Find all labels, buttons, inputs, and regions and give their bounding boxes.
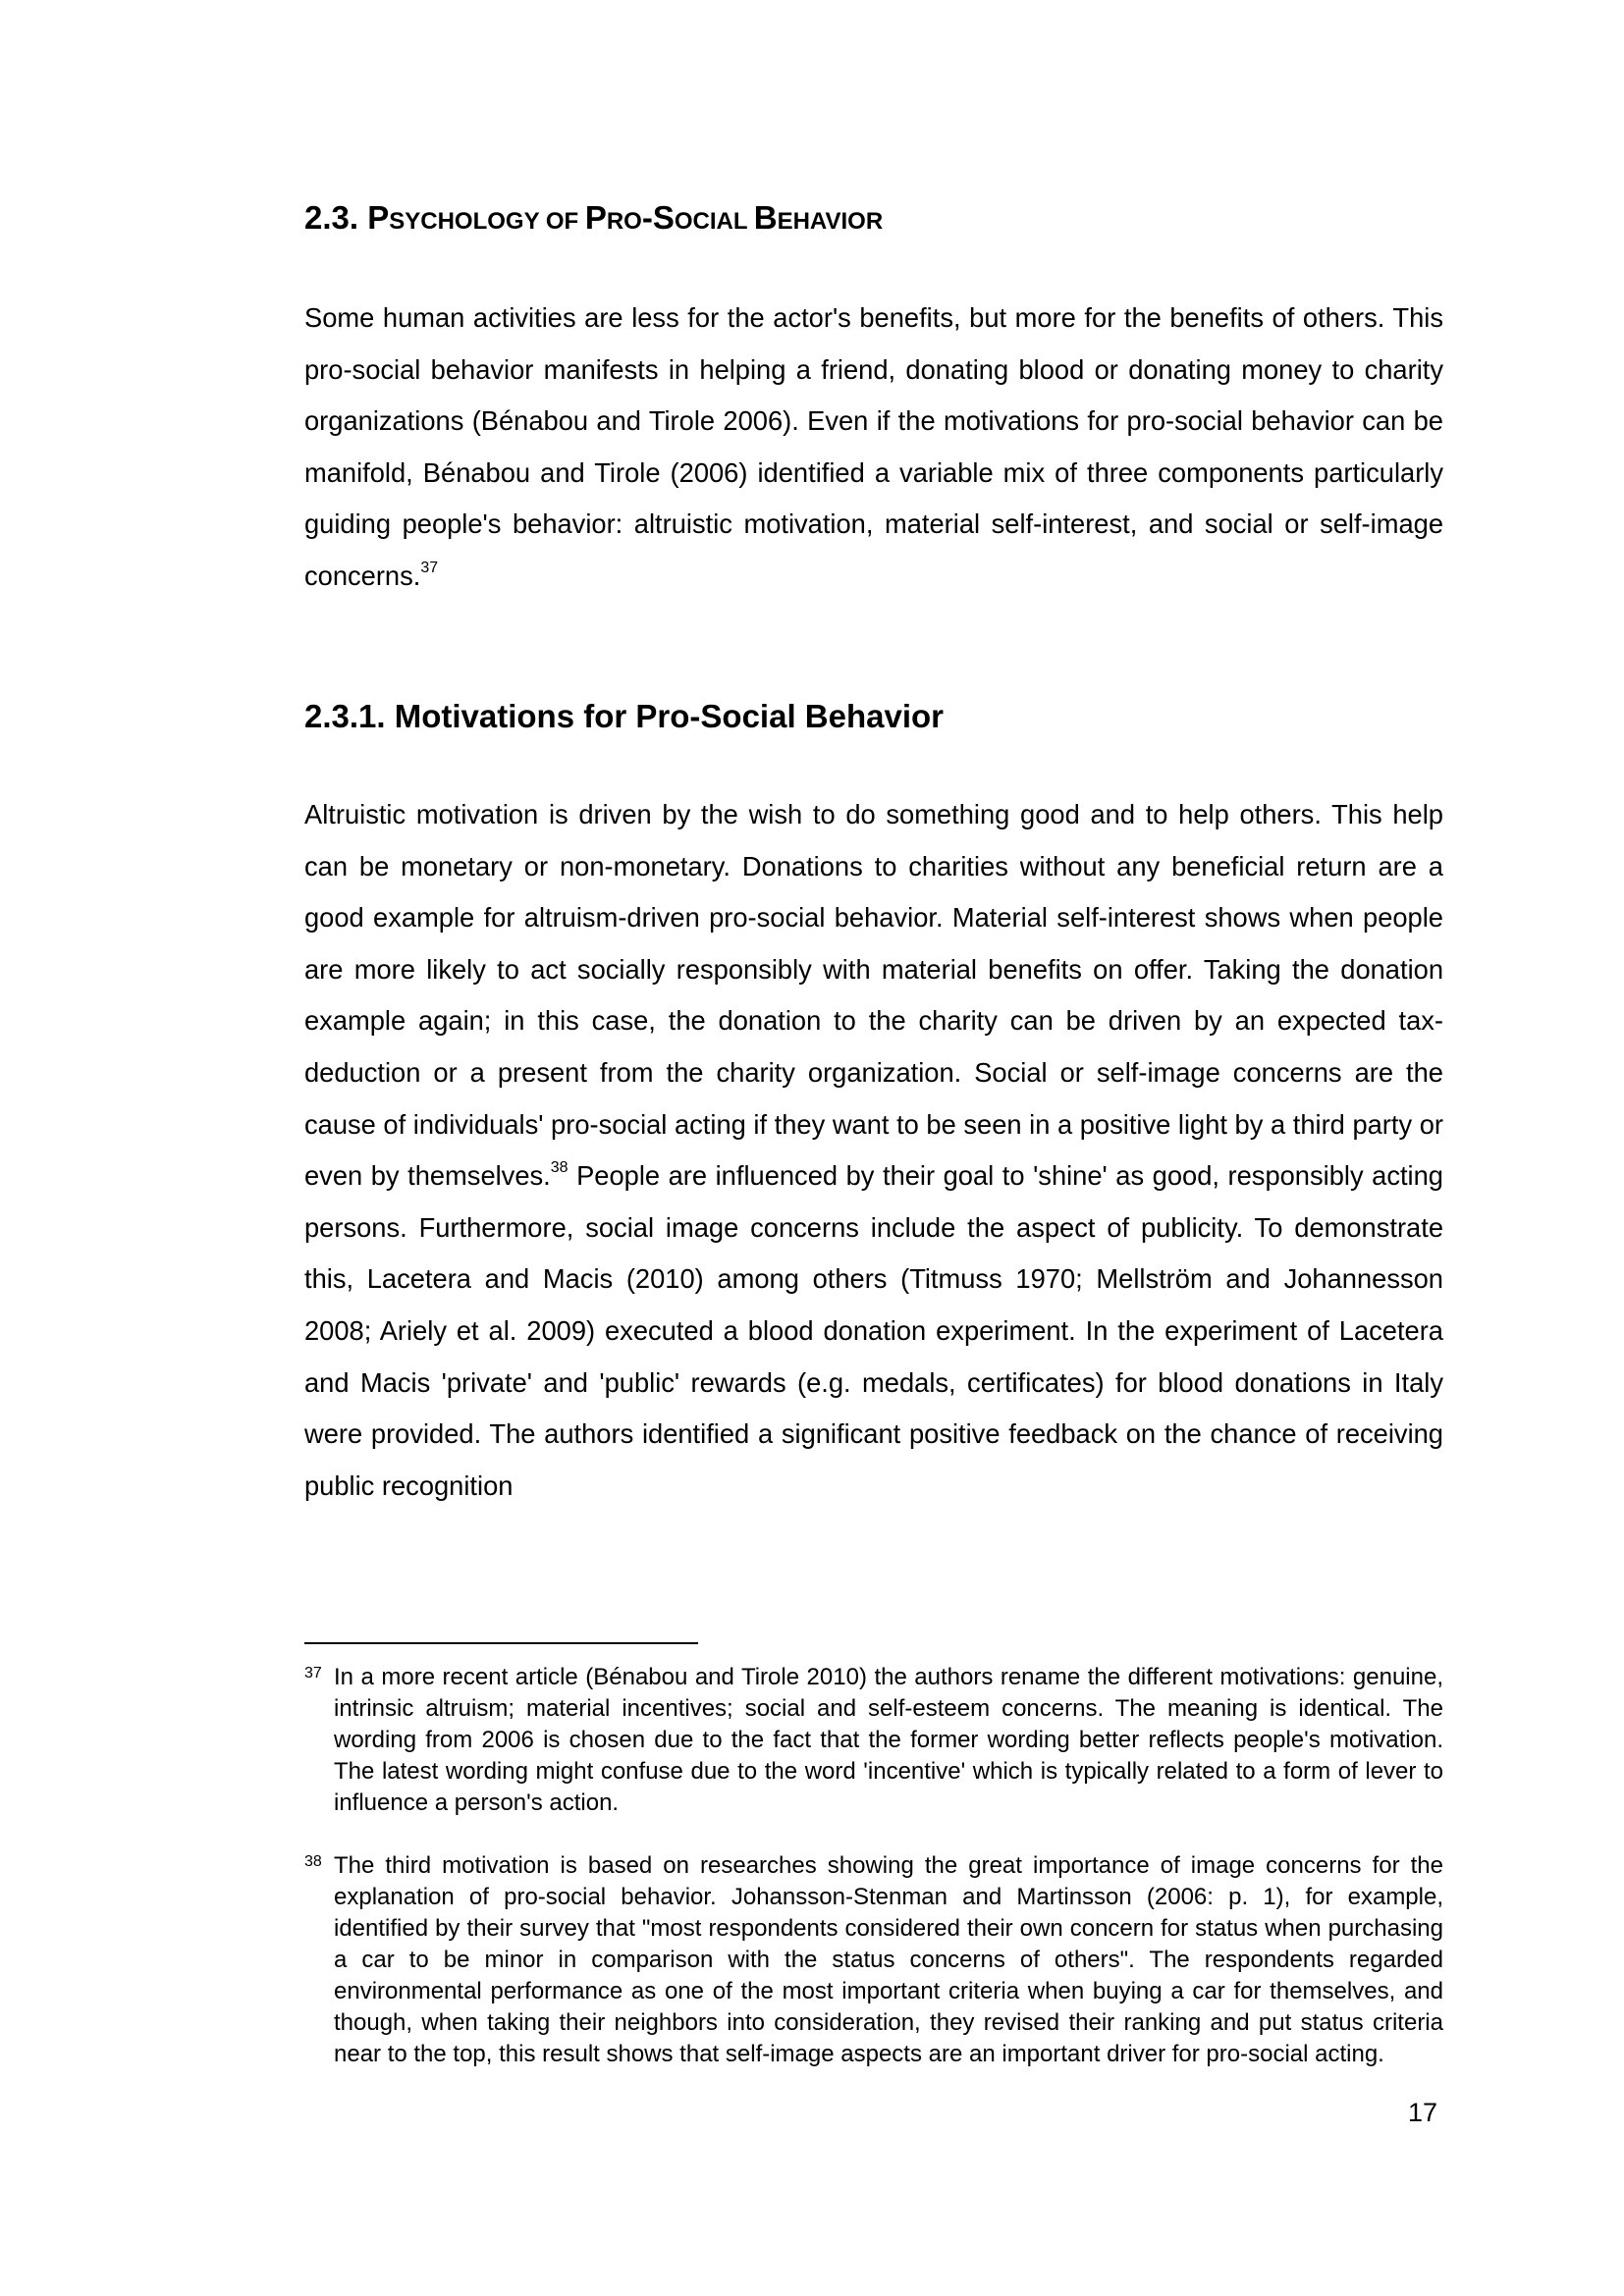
title-part: SYCHOLOGY OF xyxy=(389,208,585,235)
footnote-number: 38 xyxy=(304,1853,322,1870)
paragraph-text: People are influenced by their goal to 'shine' as good, responsibly acting persons. Furthermore, social image concerns include the aspect of publicity. To demonstrate this, Lacetera and Macis (2010) among others (Titmuss 1970; Mellström and Johannesson 2008; Ariely et al. 2009) executed a blood donation experiment. In the experiment of Lacetera and Macis 'private' and 'public' rewards (e.g. medals, certificates) for blood donations in Italy were provided. The authors identified a significant positive feedback on the chance of receiving public recognition xyxy=(304,1160,1443,1501)
title-part: OCIAL xyxy=(674,208,754,235)
paragraph-text: Altruistic motivation is driven by the wish to do something good and to help others. This help can be monetary or non-monetary. Donations to charities without any beneficial return are a good example for altruism-driven pro-social behavior. Material self-interest shows when people are more likely to act socially responsibly with material benefits on offer. Taking the donation example again; in this case, the donation to the charity can be driven by an expected tax-deduction or a present from the charity organization. Social or self-image concerns are the cause of individuals' pro-social acting if they want to be seen in a positive light by a third party or even by themselves. xyxy=(304,799,1443,1192)
body-paragraph-intro xyxy=(304,293,1443,603)
title-part: B xyxy=(753,199,778,236)
subsection-heading: 2.3.1. Motivations for Pro-Social Behavior xyxy=(304,698,944,734)
footnote-37 xyxy=(304,1662,1443,1819)
title-part: EHAVIOR xyxy=(777,208,884,235)
section-number: 2.3. xyxy=(304,199,359,236)
title-part: P xyxy=(367,199,390,236)
body-paragraph-motivations xyxy=(304,789,1443,1512)
footnote-reference-38[interactable]: 38 xyxy=(550,1159,568,1177)
footnote-text: The third motivation is based on researches showing the great importance of image concerns for the explanation of pro-social behavior. Johansson-Stenman and Martinsson (2006: p. 1), for example, identified by their survey that "most respondents considered their own concern for status when purchasing a car to be minor in comparison with the status concerns of others". The respondents regarded environmental performance as one of the most important criteria when buying a car for themselves, and though, when taking their neighbors into consideration, they revised their ranking and put status criteria near to the top, this result shows that self-image aspects are an important driver for pro-social acting. xyxy=(334,1852,1443,2067)
footnote-separator xyxy=(304,1642,698,1644)
title-part: -S xyxy=(641,199,675,236)
section-title xyxy=(367,199,883,236)
footnote-number: 37 xyxy=(304,1665,322,1682)
footnote-38 xyxy=(304,1850,1443,2070)
footnote-reference-37[interactable]: 37 xyxy=(420,559,439,576)
page-number: 17 xyxy=(1408,2098,1438,2127)
title-part: RO xyxy=(606,208,642,235)
footnote-text: In a more recent article (Bénabou and Tirole 2010) the authors rename the different motivations: genuine, intrinsic altruism; material incentives; social and self-esteem concerns. The meaning is identical. The wording from 2006 is chosen due to the fact that the former wording better reflects people's motivation. The latest wording might confuse due to the word 'incentive' which is typically related to a form of lever to influence a person's action. xyxy=(334,1664,1443,1816)
section-heading xyxy=(304,199,883,237)
title-part: P xyxy=(584,199,607,236)
paragraph-text: Some human activities are less for the actor's benefits, but more for the benefits of others. This pro-social behavior manifests in helping a friend, donating blood or donating money to charity organizations (Bénabou and Tirole 2006). Even if the motivations for pro-social behavior can be manifold, Bénabou and Tirole (2006) identified a variable mix of three components particularly guiding people's behavior: altruistic motivation, material self-interest, and social or self-image concerns. xyxy=(304,302,1443,591)
